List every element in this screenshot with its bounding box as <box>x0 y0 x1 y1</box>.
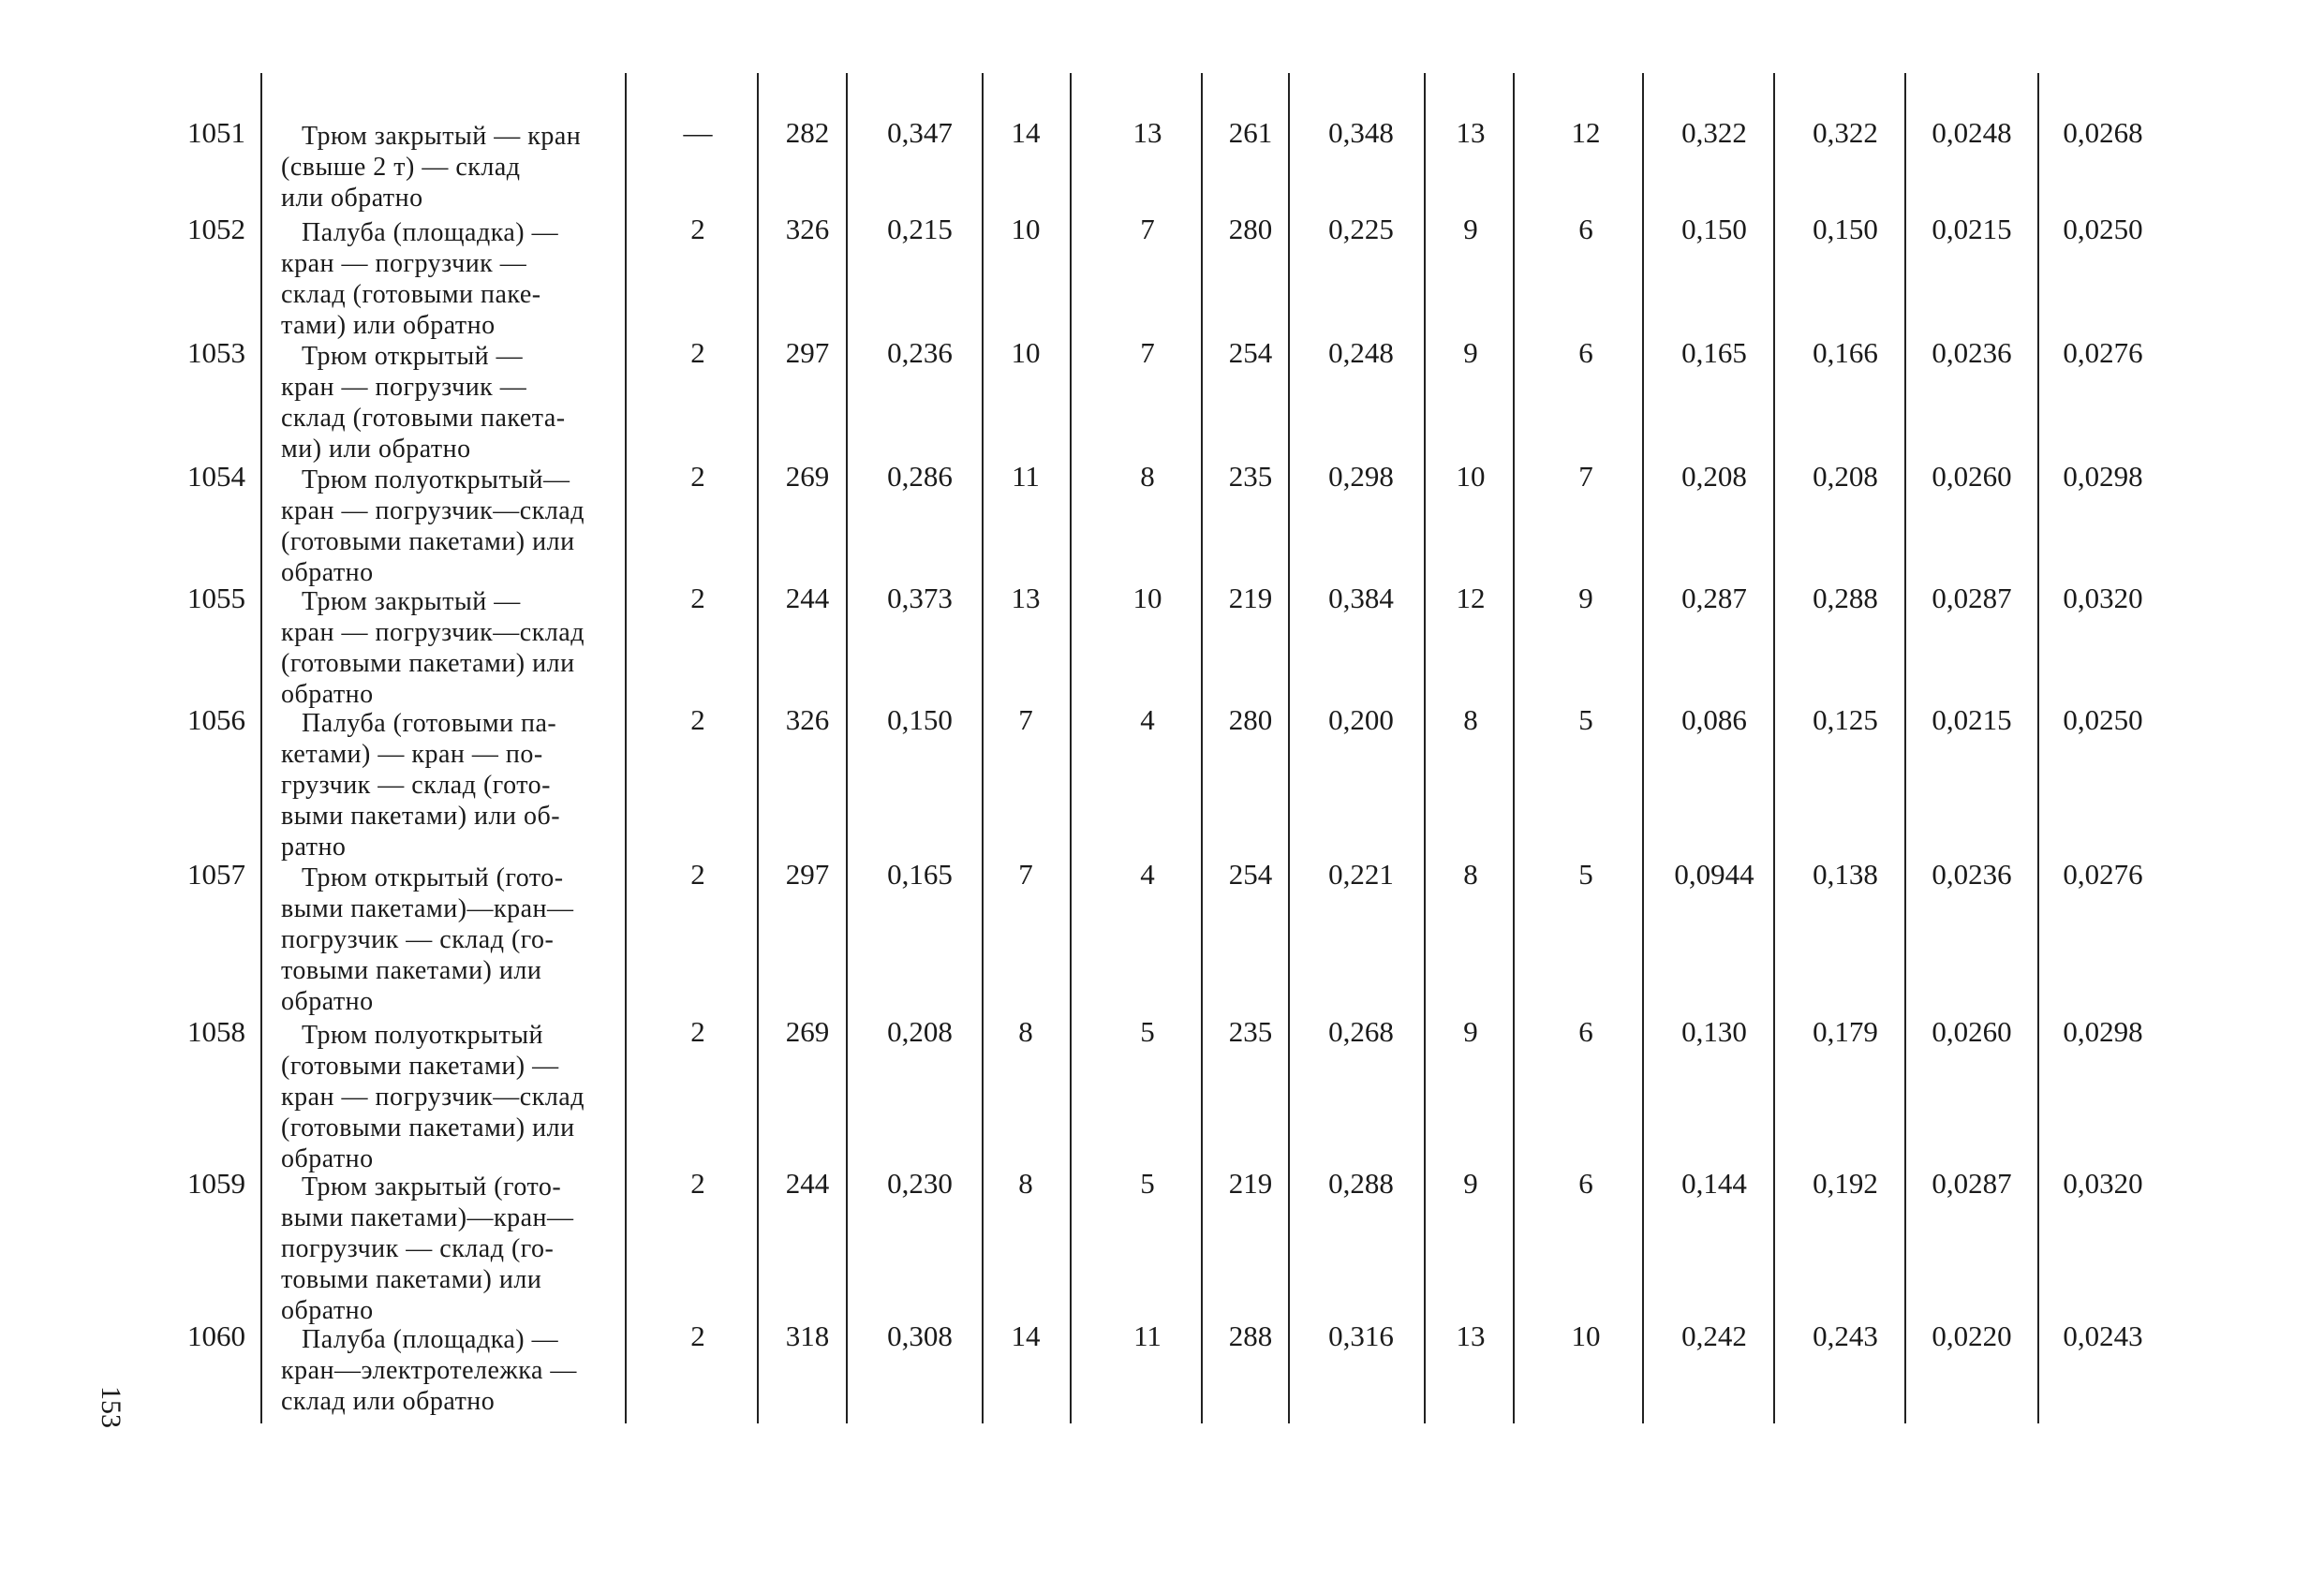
row-number: 1052 <box>187 213 245 245</box>
operation-description-line: тами) или обратно <box>281 311 496 340</box>
value-cell: 10 <box>1011 336 1041 369</box>
column-rule <box>625 73 627 1423</box>
operation-description-line: кран — погрузчик—склад <box>281 496 585 525</box>
row-number: 1055 <box>187 582 245 614</box>
value-cell: 0,230 <box>887 1167 953 1200</box>
column-rule <box>982 73 984 1423</box>
value-cell: 244 <box>785 1167 830 1200</box>
value-cell: 244 <box>785 582 830 614</box>
operation-description-line: выми пакетами)—кран— <box>281 1203 574 1232</box>
value-cell: 0,0320 <box>2063 582 2143 614</box>
value-cell: 235 <box>1228 460 1273 493</box>
value-cell: 0,373 <box>887 582 953 614</box>
value-cell: 10 <box>1571 1319 1601 1352</box>
value-cell: 10 <box>1456 460 1486 493</box>
value-cell: 0,0250 <box>2063 703 2143 736</box>
value-cell: 8 <box>1463 703 1478 736</box>
value-cell: 0,215 <box>887 213 953 245</box>
value-cell: 2 <box>690 703 705 736</box>
row-number: 1058 <box>187 1015 245 1048</box>
value-cell: 219 <box>1228 1167 1273 1200</box>
value-cell: 254 <box>1228 858 1273 891</box>
operation-description-line: товыми пакетами) или <box>281 1265 542 1294</box>
operation-description-line: (готовыми пакетами) — <box>281 1052 559 1081</box>
operation-description-line: (свыше 2 т) — склад <box>281 153 521 182</box>
value-cell: 11 <box>1012 460 1040 493</box>
value-cell: 318 <box>785 1319 830 1352</box>
value-cell: 0,348 <box>1328 116 1394 149</box>
value-cell: 5 <box>1140 1167 1155 1200</box>
column-rule <box>260 73 262 1423</box>
value-cell: 0,0944 <box>1674 858 1754 891</box>
value-cell: 0,236 <box>887 336 953 369</box>
value-cell: 297 <box>785 336 830 369</box>
value-cell: 0,150 <box>1681 213 1747 245</box>
operation-description-line: выми пакетами) или об- <box>281 802 561 831</box>
operation-description-line: (готовыми пакетами) или <box>281 527 575 556</box>
value-cell: 0,0215 <box>1932 213 2012 245</box>
value-cell: 0,0248 <box>1932 116 2012 149</box>
value-cell: 0,384 <box>1328 582 1394 614</box>
operation-description-line: погрузчик — склад (го- <box>281 925 555 954</box>
value-cell: 280 <box>1228 703 1273 736</box>
operation-description-line: (готовыми пакетами) или <box>281 1113 575 1142</box>
value-cell: 0,268 <box>1328 1015 1394 1048</box>
operation-description-line: ми) или обратно <box>281 435 471 464</box>
operation-description-line: Палуба (площадка) — <box>302 218 559 247</box>
operation-description-line: кетами) — кран — по- <box>281 740 543 769</box>
value-cell: 0,0236 <box>1932 858 2012 891</box>
value-cell: 12 <box>1571 116 1601 149</box>
row-number: 1060 <box>187 1319 245 1352</box>
value-cell: 0,165 <box>887 858 953 891</box>
row-number: 1053 <box>187 336 245 369</box>
value-cell: 8 <box>1463 858 1478 891</box>
value-cell: 5 <box>1578 703 1593 736</box>
value-cell: 7 <box>1140 213 1155 245</box>
value-cell: 280 <box>1228 213 1273 245</box>
row-number: 1059 <box>187 1167 245 1200</box>
value-cell: 219 <box>1228 582 1273 614</box>
value-cell: 0,125 <box>1813 703 1878 736</box>
value-cell: 14 <box>1011 1319 1041 1352</box>
value-cell: 2 <box>690 336 705 369</box>
column-rule <box>1288 73 1290 1423</box>
operation-description-line: обратно <box>281 987 374 1016</box>
value-cell: 0,179 <box>1813 1015 1878 1048</box>
value-cell: 9 <box>1463 1015 1478 1048</box>
operation-description-line: Трюм открытый (гото- <box>302 863 564 892</box>
column-rule <box>1773 73 1775 1423</box>
operation-description-line: Трюм полуоткрытый— <box>302 465 570 494</box>
operation-description-line: склад (готовыми паке- <box>281 280 541 309</box>
operation-description-line: Трюм закрытый — кран <box>302 122 582 151</box>
value-cell: 254 <box>1228 336 1273 369</box>
column-rule <box>846 73 848 1423</box>
value-cell: 0,242 <box>1681 1319 1747 1352</box>
value-cell: 0,0220 <box>1932 1319 2012 1352</box>
value-cell: 9 <box>1578 582 1593 614</box>
value-cell: 282 <box>785 116 830 149</box>
row-number: 1051 <box>187 116 245 149</box>
value-cell: 297 <box>785 858 830 891</box>
value-cell: 8 <box>1018 1167 1033 1200</box>
value-cell: 0,150 <box>1813 213 1878 245</box>
value-cell: 13 <box>1456 116 1486 149</box>
value-cell: 0,0236 <box>1932 336 2012 369</box>
value-cell: 7 <box>1018 703 1033 736</box>
operation-description-line: товыми пакетами) или <box>281 956 542 985</box>
column-rule <box>1513 73 1515 1423</box>
value-cell: 9 <box>1463 213 1478 245</box>
operation-description-line: Трюм закрытый — <box>302 587 521 616</box>
value-cell: 0,308 <box>887 1319 953 1352</box>
value-cell: 2 <box>690 1319 705 1352</box>
value-cell: — <box>683 116 713 149</box>
value-cell: 0,144 <box>1681 1167 1747 1200</box>
value-cell: 5 <box>1140 1015 1155 1048</box>
value-cell: 0,0276 <box>2063 858 2143 891</box>
value-cell: 0,130 <box>1681 1015 1747 1048</box>
operation-description-line: склад или обратно <box>281 1387 496 1416</box>
value-cell: 0,288 <box>1813 582 1878 614</box>
value-cell: 0,0298 <box>2063 460 2143 493</box>
column-rule <box>1904 73 1906 1423</box>
value-cell: 10 <box>1011 213 1041 245</box>
value-cell: 8 <box>1018 1015 1033 1048</box>
value-cell: 10 <box>1132 582 1162 614</box>
operation-description-line: кран — погрузчик — <box>281 373 527 402</box>
value-cell: 4 <box>1140 858 1155 891</box>
value-cell: 0,0320 <box>2063 1167 2143 1200</box>
value-cell: 0,200 <box>1328 703 1394 736</box>
value-cell: 0,0287 <box>1932 1167 2012 1200</box>
value-cell: 269 <box>785 460 830 493</box>
operation-description-line: обратно <box>281 1296 374 1325</box>
value-cell: 6 <box>1578 1015 1593 1048</box>
value-cell: 0,287 <box>1681 582 1747 614</box>
operation-description-line: Трюм закрытый (гото- <box>302 1172 562 1201</box>
column-rule <box>2037 73 2039 1423</box>
value-cell: 13 <box>1456 1319 1486 1352</box>
value-cell: 2 <box>690 213 705 245</box>
value-cell: 2 <box>690 858 705 891</box>
value-cell: 6 <box>1578 213 1593 245</box>
value-cell: 0,221 <box>1328 858 1394 891</box>
value-cell: 0,298 <box>1328 460 1394 493</box>
value-cell: 13 <box>1011 582 1041 614</box>
value-cell: 0,165 <box>1681 336 1747 369</box>
operation-description-line: Трюм открытый — <box>302 342 524 371</box>
value-cell: 0,0260 <box>1932 1015 2012 1048</box>
operation-description-line: Трюм полуоткрытый <box>302 1021 544 1050</box>
operation-description-line: Палуба (готовыми па- <box>302 709 557 738</box>
operation-description-line: обратно <box>281 558 374 587</box>
value-cell: 2 <box>690 460 705 493</box>
value-cell: 235 <box>1228 1015 1273 1048</box>
value-cell: 0,208 <box>1681 460 1747 493</box>
operation-description-line: кран — погрузчик—склад <box>281 618 585 647</box>
operation-description-line: погрузчик — склад (го- <box>281 1234 555 1263</box>
value-cell: 288 <box>1228 1319 1273 1352</box>
operation-description-line: обратно <box>281 680 374 709</box>
value-cell: 7 <box>1578 460 1593 493</box>
value-cell: 14 <box>1011 116 1041 149</box>
value-cell: 6 <box>1578 1167 1593 1200</box>
column-rule <box>1424 73 1426 1423</box>
value-cell: 0,225 <box>1328 213 1394 245</box>
value-cell: 2 <box>690 1015 705 1048</box>
operation-description-line: выми пакетами)—кран— <box>281 894 574 923</box>
value-cell: 0,0243 <box>2063 1319 2143 1352</box>
value-cell: 9 <box>1463 1167 1478 1200</box>
value-cell: 0,0287 <box>1932 582 2012 614</box>
value-cell: 326 <box>785 213 830 245</box>
value-cell: 7 <box>1140 336 1155 369</box>
operation-description-line: (готовыми пакетами) или <box>281 649 575 678</box>
operation-description-line: или обратно <box>281 184 423 213</box>
value-cell: 261 <box>1228 116 1273 149</box>
operation-description-line: обратно <box>281 1144 374 1173</box>
row-number: 1057 <box>187 858 245 891</box>
value-cell: 0,286 <box>887 460 953 493</box>
value-cell: 0,086 <box>1681 703 1747 736</box>
column-rule <box>1070 73 1072 1423</box>
value-cell: 7 <box>1018 858 1033 891</box>
value-cell: 0,192 <box>1813 1167 1878 1200</box>
row-number: 1054 <box>187 460 245 493</box>
value-cell: 0,208 <box>1813 460 1878 493</box>
value-cell: 8 <box>1140 460 1155 493</box>
value-cell: 0,288 <box>1328 1167 1394 1200</box>
value-cell: 4 <box>1140 703 1155 736</box>
value-cell: 0,0276 <box>2063 336 2143 369</box>
value-cell: 9 <box>1463 336 1478 369</box>
row-number: 1056 <box>187 703 245 736</box>
value-cell: 2 <box>690 582 705 614</box>
operation-description-line: кран—электротележка — <box>281 1356 577 1385</box>
operation-description-line: Палуба (площадка) — <box>302 1325 559 1354</box>
value-cell: 0,243 <box>1813 1319 1878 1352</box>
page-number: 153 <box>96 1386 126 1428</box>
value-cell: 0,208 <box>887 1015 953 1048</box>
value-cell: 12 <box>1456 582 1486 614</box>
value-cell: 0,248 <box>1328 336 1394 369</box>
value-cell: 0,322 <box>1813 116 1878 149</box>
value-cell: 0,347 <box>887 116 953 149</box>
value-cell: 0,322 <box>1681 116 1747 149</box>
value-cell: 0,0298 <box>2063 1015 2143 1048</box>
operation-description-line: кран — погрузчик — <box>281 249 527 278</box>
value-cell: 269 <box>785 1015 830 1048</box>
value-cell: 0,0268 <box>2063 116 2143 149</box>
value-cell: 0,316 <box>1328 1319 1394 1352</box>
value-cell: 6 <box>1578 336 1593 369</box>
column-rule <box>1642 73 1644 1423</box>
value-cell: 326 <box>785 703 830 736</box>
operation-description-line: склад (готовыми пакета- <box>281 404 566 433</box>
operation-description-line: ратно <box>281 833 347 862</box>
operation-description-line: кран — погрузчик—склад <box>281 1083 585 1112</box>
value-cell: 13 <box>1132 116 1162 149</box>
value-cell: 0,0260 <box>1932 460 2012 493</box>
value-cell: 0,138 <box>1813 858 1878 891</box>
value-cell: 0,150 <box>887 703 953 736</box>
operation-description-line: грузчик — склад (гото- <box>281 771 551 800</box>
value-cell: 0,0250 <box>2063 213 2143 245</box>
column-rule <box>757 73 759 1423</box>
column-rule <box>1201 73 1203 1423</box>
value-cell: 0,0215 <box>1932 703 2012 736</box>
value-cell: 0,166 <box>1813 336 1878 369</box>
value-cell: 2 <box>690 1167 705 1200</box>
value-cell: 11 <box>1133 1319 1162 1352</box>
value-cell: 5 <box>1578 858 1593 891</box>
